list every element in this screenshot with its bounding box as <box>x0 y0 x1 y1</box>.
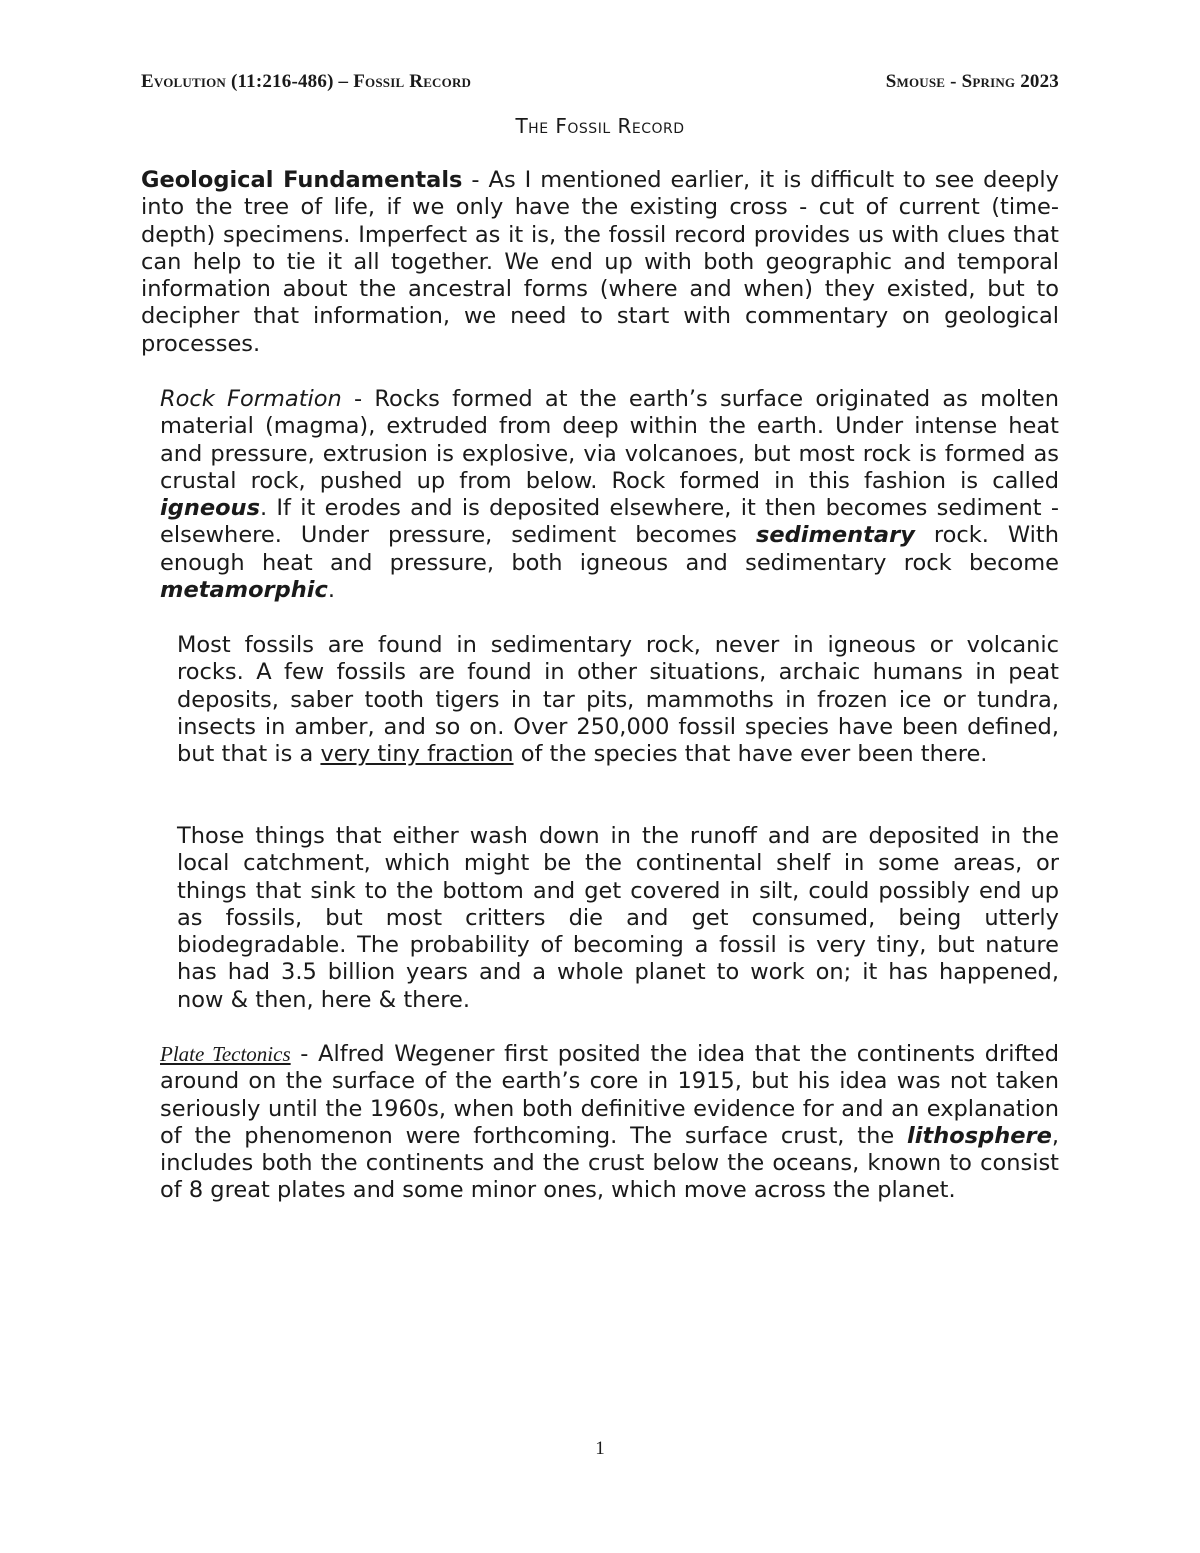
header-course-title: Evolution (11:216-486) – Fossil Record <box>141 71 472 92</box>
plate-text-1: - Alfred Wegener first posited the idea that the continents drifted around on the surface of the earth’s core in 1915, but his idea was not taken seriously until the 1960s, when both definitive evidence for and an explanation of the phenomenon were forthcoming. The surface crust, the <box>160 1041 1060 1149</box>
paragraph-rock-formation <box>160 386 1059 604</box>
heading-rock-formation: Rock Formation <box>160 386 342 412</box>
running-header <box>141 71 1059 93</box>
header-author-term: Smouse - Spring 2023 <box>885 71 1059 92</box>
rock-text-1: - Rocks formed at the earth’s surface originated as molten material (magma), extruded from deep within the earth. Under intense heat and pressure, extrusion is explosive, via volcanoes, but most rock is formed as crustal rock, pushed up from below. Rock formed in this fashion is called <box>160 386 1059 494</box>
most-fossils-text-2: of the species that have ever been there. <box>513 741 988 768</box>
page-number: 1 <box>595 1438 605 1459</box>
underlined-very-tiny-fraction: very tiny fraction <box>320 741 514 768</box>
those-things-text: Those things that either wash down in the runoff and are deposited in the local catchment, which might be the continental shelf in some areas, or things that sink to the bottom and get covered in silt, could possibly end up as fossils, but most critters die and get consumed, being utterly biodegradable. The probability of becoming a fossil is very tiny, but nature has had 3.5 billion years and a whole planet to work on; it has happened, now & then, here & there. <box>177 823 1059 1013</box>
term-metamorphic: metamorphic <box>160 577 328 604</box>
paragraph-plate-tectonics <box>160 1041 1059 1205</box>
geological-text: - As I mentioned earlier, it is difficult to see deeply into the tree of life, if we only have the existing cross - cut of current (time-depth) specimens. Imperfect as it is, the fossil record provides us with clues that can help to tie it all together. We end up with both geographic and temporal information about the ancestral forms (where and when) they existed, but to decipher that information, we need to start with commentary on geological processes. <box>141 167 1059 357</box>
term-sedimentary: sedimentary <box>755 522 915 549</box>
paragraph-those-things <box>177 823 1059 1014</box>
heading-plate-tectonics: Plate Tectonics <box>160 1042 291 1066</box>
rock-text-3: rock. With enough heat and pressure, both igneous and sedimentary rock become <box>160 522 1060 576</box>
term-igneous: igneous <box>160 495 260 522</box>
rock-text-4: . <box>327 577 335 604</box>
paragraph-geological-fundamentals <box>141 167 1059 358</box>
term-lithosphere: lithosphere <box>907 1122 1052 1149</box>
plate-text-2: , includes both the continents and the crust below the oceans, known to consist of 8 great plates and some minor ones, which move across the planet. <box>160 1122 1059 1204</box>
paragraph-most-fossils <box>177 632 1059 768</box>
heading-geological-fundamentals: Geological Fundamentals <box>141 167 463 193</box>
most-fossils-text-1: Most fossils are found in sedimentary rock, never in igneous or volcanic rocks. A few fossils are found in other situations, archaic humans in peat deposits, saber tooth tigers in tar pits, mammoths in frozen ice or tundra, insects in amber, and so on. Over 250,000 fossil species have been defined, but that is a <box>177 632 1059 768</box>
document-title: The Fossil Record <box>515 114 685 138</box>
rock-text-2: . If it erodes and is deposited elsewhere, it then becomes sediment - elsewhere. Under pressure, sediment becomes <box>160 495 1059 549</box>
